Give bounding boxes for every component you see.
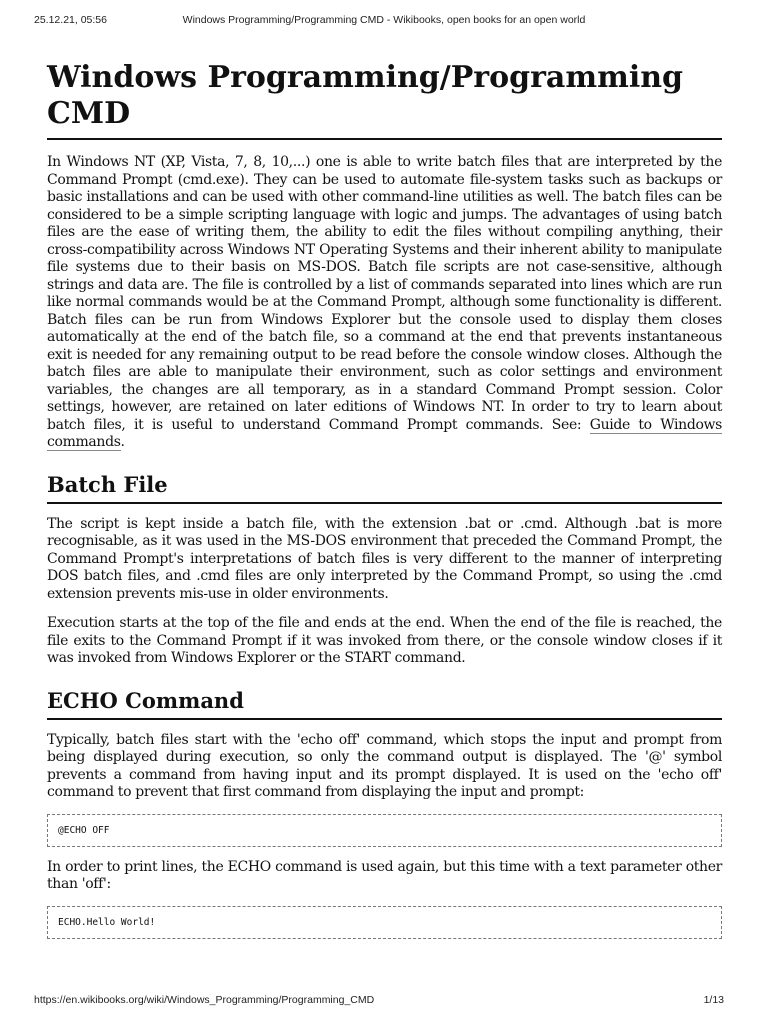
code-block-hello-world: ECHO.Hello World! [47, 906, 722, 939]
print-header [34, 14, 734, 30]
guide-to-windows-commands-link[interactable]: Guide to Windows commands [47, 416, 722, 450]
print-url: https://en.wikibooks.org/wiki/Windows_Programming/Programming_CMD [34, 994, 375, 1006]
print-date: 25.12.21, 05:56 [34, 14, 107, 26]
section-heading-echo-command: ECHO Command [47, 688, 722, 720]
print-footer [34, 994, 734, 1010]
echo-paragraph-1: Typically, batch files start with the 'echo off' command, which stops the input and prompt from being displayed during execution, so only the command output is displayed. The '@' symbol prevents a command from having input and its prompt displayed. It is used on the 'echo off' command to prevent that first command from displaying the input and prompt: [47, 731, 722, 800]
page-number: 1/13 [703, 994, 724, 1006]
print-page-title: Windows Programming/Programming CMD - Wikibooks, open books for an open world [182, 14, 586, 26]
intro-paragraph [47, 154, 722, 452]
page-title: Windows Programming/Programming CMD [47, 60, 722, 140]
batch-file-paragraph-2: Execution starts at the top of the file and ends at the end. When the end of the file is reached, the file exits to the Command Prompt if it was invoked from there, or the console window closes if it was invoked from Windows Explorer or the START command. [47, 615, 722, 666]
code-block-echo-off: @ECHO OFF [47, 814, 722, 847]
batch-file-paragraph-1: The script is kept inside a batch file, with the extension .bat or .cmd. Although .bat is more recognisable, as it was used in the MS-DOS environment that preceded the Command Prompt, the Command Prompt's interpretations of batch files is very different to the manner of interpreting DOS batch files, and .cmd files are only interpreted by the Command Prompt, so using the .cmd extension prevents mis-use in older environments. [47, 515, 722, 602]
section-heading-batch-file: Batch File [47, 472, 722, 504]
intro-text: In Windows NT (XP, Vista, 7, 8, 10,...) one is able to write batch files that are interpreted by the Command Prompt (cmd.exe). They can be used to automate file-system tasks such as backups or basic installations and can be used with other command-line utilities as well. The batch files can be considered to be a simple scripting language with logic and jumps. The advantages of using batch files are the ease of writing them, the ability to edit the files without compiling anything, their cross-compatibility across Windows NT Operating Systems and their inherent ability to manipulate file systems due to their basis on MS-DOS. Batch file scripts are not case-sensitive, although strings and data are. The file is controlled by a list of commands separated into lines which are run like normal commands would be at the Command Prompt, although some functionality is different. Batch files can be run from Windows Explorer but the console used to display them closes automatically at the end of the batch file, so a command at the end that prevents instantaneous exit is needed for any remaining output to be read before the console window closes. Although the batch files are able to manipulate their environment, such as color settings and environment variables, the changes are all temporary, as in a standard Command Prompt session. Color settings, however, are retained on later editions of Windows NT. In order to try to learn about batch files, it is useful to understand Command Prompt commands. See: [47, 154, 722, 433]
article-content [47, 60, 722, 951]
echo-paragraph-2: In order to print lines, the ECHO command is used again, but this time with a text parameter other than 'off': [47, 858, 722, 892]
intro-end: . [120, 434, 125, 450]
